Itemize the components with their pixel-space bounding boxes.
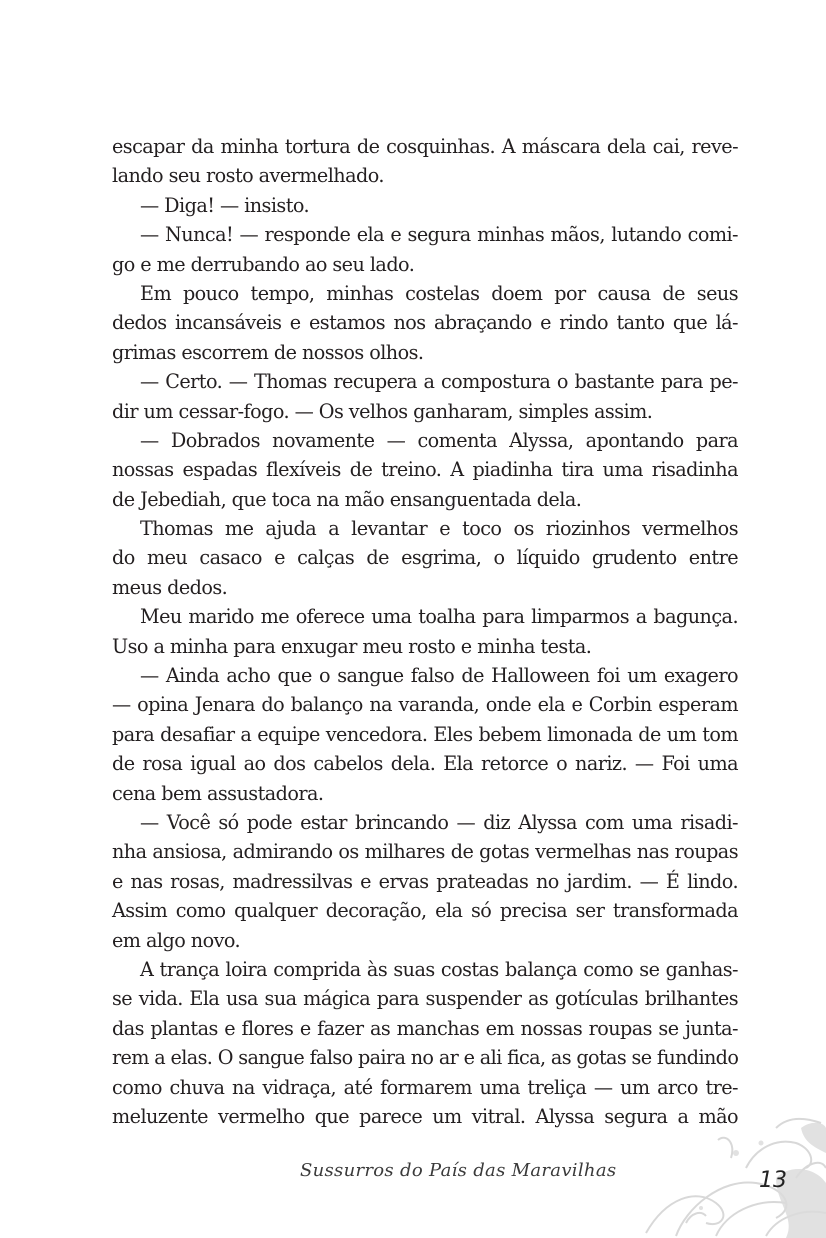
text-line: meus dedos. — [112, 575, 228, 599]
text-line: Assim como qualquer decoração, ela só precisa ser transformada — [112, 899, 738, 923]
text-line: grimas escorrem de nossos olhos. — [112, 340, 424, 364]
text-line: go e me derrubando ao seu lado. — [112, 252, 415, 276]
text-line: em algo novo. — [112, 928, 241, 952]
text-line: dir um cessar-fogo. — Os velhos ganharam, simples assim. — [112, 399, 653, 423]
text-line: meluzente vermelho que parece um vitral. Alyssa segura a mão — [112, 1104, 738, 1128]
text-line: — Diga! — insisto. — [140, 193, 310, 217]
text-line: escapar da minha tortura de cosquinhas. A máscara dela cai, reve- — [112, 135, 738, 158]
text-line: — Dobrados novamente — comenta Alyssa, apontando para — [140, 428, 738, 452]
text-line: Em pouco tempo, minhas costelas doem por causa de seus — [140, 281, 738, 305]
text-line: rem a elas. O sangue falso paira no ar e ali fica, as gotas se fundindo — [112, 1046, 739, 1070]
text-line: nha ansiosa, admirando os milhares de gotas vermelhas nas roupas — [112, 840, 738, 864]
running-footer-title: Sussurros do País das Maravilhas — [300, 1160, 617, 1181]
text-line: — opina Jenara do balanço na varanda, onde ela e Corbin esperam — [112, 693, 738, 717]
text-line: para desafiar a equipe vencedora. Eles bebem limonada de um tom — [112, 722, 738, 746]
text-line: Uso a minha para enxugar meu rosto e minha testa. — [112, 634, 592, 658]
text-line: de Jebediah, que toca na mão ensanguentada dela. — [112, 487, 582, 511]
text-line: e nas rosas, madressilvas e ervas prateadas no jardim. — É lindo. — [112, 869, 738, 893]
text-line: — Você só pode estar brincando — diz Alyssa com uma risadi- — [140, 810, 738, 834]
text-line: lando seu rosto avermelhado. — [112, 164, 384, 188]
text-line: cena bem assustadora. — [112, 781, 324, 805]
text-line: nossas espadas flexíveis de treino. A piadinha tira uma risadinha — [112, 458, 738, 482]
text-line: como chuva na vidraça, até formarem uma treliça — um arco tre- — [112, 1075, 738, 1099]
floral-ornament-icon — [626, 1108, 826, 1238]
text-line: se vida. Ela usa sua mágica para suspender as gotículas brilhantes — [112, 987, 738, 1011]
text-line: Thomas me ajuda a levantar e toco os riozinhos vermelhos — [140, 517, 738, 541]
body-text — [112, 132, 738, 1131]
text-line: — Certo. — Thomas recupera a compostura o bastante para pe- — [140, 370, 738, 394]
text-line: de rosa igual ao dos cabelos dela. Ela retorce o nariz. — Foi uma — [112, 752, 738, 776]
text-line: — Ainda acho que o sangue falso de Halloween foi um exagero — [140, 664, 738, 688]
text-line: do meu casaco e calças de esgrima, o líquido grudento entre — [112, 546, 738, 570]
text-line: das plantas e flores e fazer as manchas em nossas roupas se junta- — [112, 1016, 738, 1040]
text-line: — Nunca! — responde ela e segura minhas mãos, lutando comi- — [140, 223, 738, 247]
text-line: dedos incansáveis e estamos nos abraçando e rindo tanto que lá- — [112, 311, 738, 335]
page-number: 13 — [759, 1168, 787, 1193]
text-line: A trança loira comprida às suas costas balança como se ganhas- — [140, 957, 738, 981]
text-line: Meu marido me oferece uma toalha para limparmos a bagunça. — [140, 605, 738, 629]
